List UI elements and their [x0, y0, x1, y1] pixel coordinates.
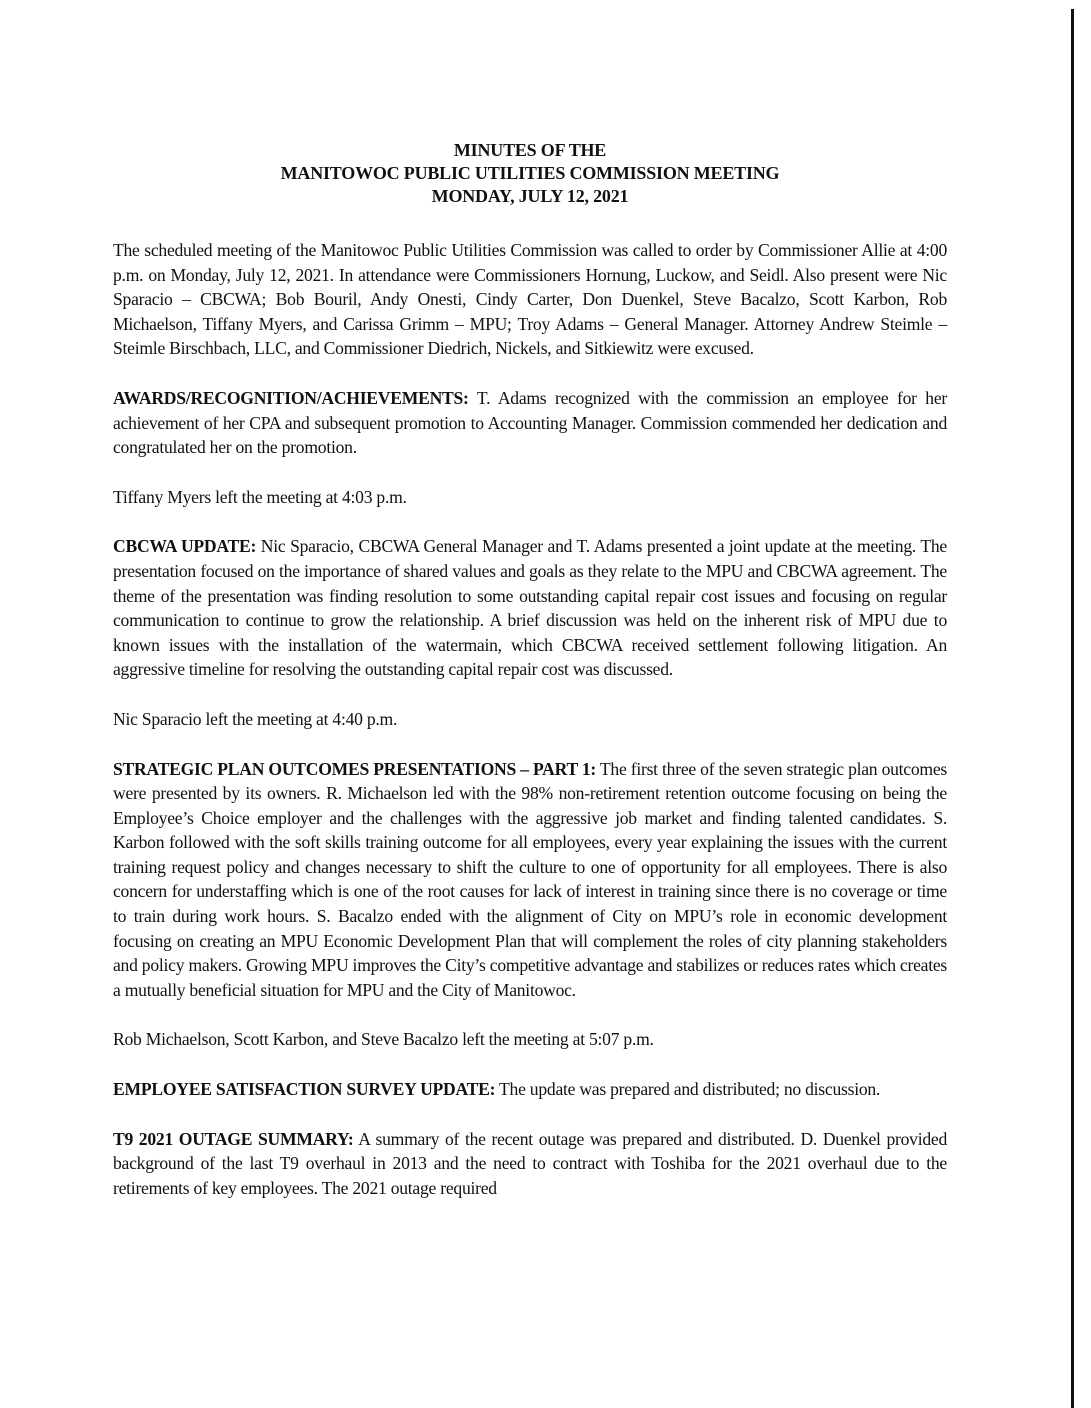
section-heading: T9 2021 OUTAGE SUMMARY:: [113, 1128, 354, 1149]
document-title: [113, 139, 947, 208]
opening-paragraph: The scheduled meeting of the Manitowoc Public Utilities Commission was called to order by Commissioner Allie at 4:00 p.m. on Monday, July 12, 2021. In attendance were Commissioners Hornung, Luckow, and Seidl. Also present were Nic Sparacio – CBCWA; Bob Bouril, Andy Onesti, Cindy Carter, Don Duenkel, Steve Bacalzo, Scott Karbon, Rob Michaelson, Tiffany Myers, and Carissa Grimm – MPU; Troy Adams – General Manager. Attorney Andrew Steimle – Steimle Birschbach, LLC, and Commissioner Diedrich, Nickels, and Sitkiewitz were excused.: [113, 240, 947, 359]
departure-note-sparacio: [113, 707, 947, 732]
awards-section: [113, 386, 947, 460]
title-line-1: MINUTES OF THE: [453, 140, 607, 160]
note-text: Rob Michaelson, Scott Karbon, and Steve Bacalzo left the meeting at 5:07 p.m.: [113, 1029, 654, 1050]
satisfaction-survey-section: [113, 1077, 947, 1102]
title-line-3: MONDAY, JULY 12, 2021: [431, 186, 629, 206]
minutes-page: [113, 139, 947, 1200]
strategic-plan-section: [113, 757, 947, 1003]
section-body: T. Adams recognized with the commission an employee for her achievement of her CPA and subsequent promotion to Accounting Manager. Commission commended her dedication and congratulated her on the promotion.: [113, 387, 947, 458]
scan-edge-line: [1071, 9, 1074, 1408]
section-heading: EMPLOYEE SATISFACTION SURVEY UPDATE:: [113, 1079, 496, 1100]
section-heading: AWARDS/RECOGNITION/ACHIEVEMENTS:: [113, 387, 469, 408]
section-heading: CBCWA UPDATE:: [113, 536, 257, 557]
section-body: A summary of the recent outage was prepared and distributed. D. Duenkel provided background of the last T9 overhaul in 2013 and the need to contract with Toshiba for the 2021 overhaul due to the retirements of key employees. The 2021 outage required: [113, 1128, 947, 1198]
section-body: The update was prepared and distributed; no discussion.: [495, 1079, 881, 1100]
outage-summary-section: [113, 1127, 947, 1201]
cbcwa-update-section: [113, 534, 947, 682]
note-text: Tiffany Myers left the meeting at 4:03 p.m.: [113, 486, 407, 507]
note-text: Nic Sparacio left the meeting at 4:40 p.m.: [113, 708, 398, 729]
departure-note-group: [113, 1027, 947, 1052]
section-heading: STRATEGIC PLAN OUTCOMES PRESENTATIONS – PART 1:: [113, 758, 597, 779]
departure-note-myers: [113, 485, 947, 510]
section-body: Nic Sparacio, CBCWA General Manager and T. Adams presented a joint update at the meeting. The presentation focused on the importance of shared values and goals as they relate to the MPU and CBCWA agreement. The theme of the presentation was finding resolution to some outstanding capital repair cost issues and focusing on regular communication to continue to grow the relationship. A brief discussion was held on the inherent risk of MPU due to known issues with the installation of the watermain, which CBCWA received settlement following litigation. An aggressive timeline for resolving the outstanding capital repair cost was discussed.: [113, 536, 947, 680]
section-body: The first three of the seven strategic plan outcomes were presented by its owners. R. Michaelson led with the 98% non-retirement retention outcome focusing on being the Employee’s Choice employer and the challenges with the aggressive job market and finding talented candidates. S. Karbon followed with the soft skills training outcome for all employees, every year explaining the issues with the current training request policy and changes necessary to shift the culture to one of opportunity for all employees. There is also concern for understaffing which is one of the root causes for lack of interest in training since there is no coverage or time to train during work hours. S. Bacalzo ended with the alignment of City on MPU’s role in economic development focusing on creating an MPU Economic Development Plan that will complement the roles of city planning stakeholders and policy makers. Growing MPU improves the City’s competitive advantage and stabilizes or reduces rates which creates a mutually beneficial situation for MPU and the City of Manitowoc.: [113, 758, 948, 1000]
title-line-2: MANITOWOC PUBLIC UTILITIES COMMISSION MEETING: [280, 163, 780, 183]
